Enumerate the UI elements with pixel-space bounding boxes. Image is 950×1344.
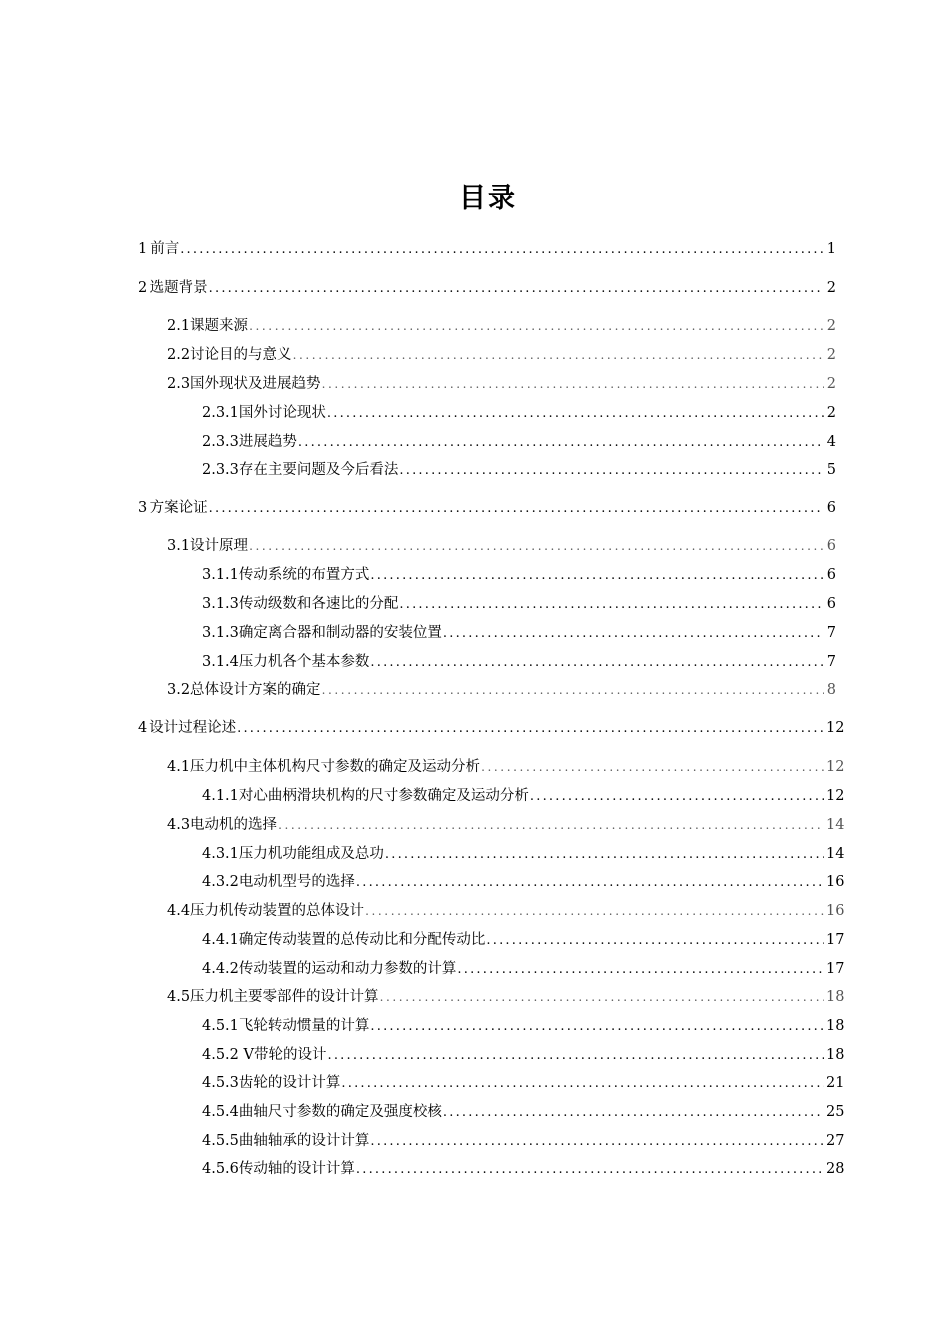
toc-entry-title: 3.2总体设计方案的确定 (167, 682, 321, 698)
toc-entry-page-number: 5 (826, 462, 836, 478)
toc-entry-page-number: 14 (826, 846, 845, 862)
toc-entry-title: 2.1课题来源 (167, 318, 249, 334)
toc-entry[interactable] (138, 717, 845, 739)
toc-entry-page-number: 17 (826, 961, 845, 977)
toc-entry[interactable] (202, 622, 836, 644)
toc-dot-leader (322, 679, 824, 701)
toc-entry-page-number: 2 (826, 318, 836, 334)
toc-entry[interactable] (202, 459, 836, 481)
toc-entry[interactable] (202, 958, 845, 980)
page-title: 目录 (459, 183, 517, 214)
toc-entry-title: 4.3电动机的选择 (167, 817, 278, 833)
toc-entry[interactable] (167, 900, 845, 922)
toc-entry-title: 2.3.3进展趋势 (202, 434, 297, 450)
toc-dot-leader (399, 460, 824, 482)
toc-entry[interactable] (202, 1015, 845, 1037)
toc-dot-leader (457, 959, 824, 981)
toc-entry-page-number: 2 (826, 405, 836, 421)
toc-entry[interactable] (202, 929, 845, 951)
toc-entry-number: 1 (138, 241, 148, 257)
toc-entry-title: 4.4.1确定传动装置的总传动比和分配传动比 (202, 932, 486, 948)
toc-entry-title: 4.1压力机中主体机构尺寸参数的确定及运动分析 (167, 759, 481, 775)
toc-entry-page-number: 2 (826, 376, 836, 392)
toc-entry[interactable] (202, 564, 836, 586)
toc-dot-leader (180, 239, 824, 261)
toc-entry-title: 前言 (150, 241, 180, 257)
toc-dot-leader (399, 594, 824, 616)
toc-dot-leader (293, 344, 824, 366)
toc-entry[interactable] (202, 593, 836, 615)
toc-entry-number: 3 (138, 500, 148, 516)
toc-entry[interactable] (202, 402, 836, 424)
toc-entry-page-number: 17 (826, 932, 845, 948)
toc-dot-leader (385, 844, 824, 866)
toc-entry-title: 2.3.1国外讨论现状 (202, 405, 326, 421)
toc-entry-page-number: 8 (826, 682, 836, 698)
toc-entry[interactable] (202, 651, 836, 673)
toc-entry[interactable] (202, 1072, 845, 1094)
toc-entry-page-number: 6 (826, 596, 836, 612)
toc-entry-title: 4.5.1飞轮转动惯量的计算 (202, 1018, 370, 1034)
toc-dot-leader (370, 1131, 824, 1153)
toc-dot-leader (356, 872, 824, 894)
toc-dot-leader (370, 565, 824, 587)
toc-entry-page-number: 16 (826, 903, 845, 919)
toc-entry[interactable] (167, 679, 836, 701)
toc-entry-page-number: 4 (826, 434, 836, 450)
toc-entry-page-number: 6 (826, 567, 836, 583)
toc-dot-leader (209, 498, 824, 520)
toc-entry[interactable] (167, 315, 836, 337)
toc-entry-page-number: 27 (826, 1133, 845, 1149)
toc-entry[interactable] (202, 1101, 845, 1123)
toc-entry-page-number: 14 (826, 817, 845, 833)
toc-dot-leader (278, 814, 824, 836)
toc-entry-page-number: 2 (826, 347, 836, 363)
toc-entry[interactable] (138, 277, 836, 299)
toc-dot-leader (443, 1102, 824, 1124)
toc-entry-title: 4.1.1对心曲柄滑块机构的尺寸参数确定及运动分析 (202, 788, 529, 804)
toc-dot-leader (481, 756, 824, 778)
toc-entry-page-number: 28 (826, 1161, 845, 1177)
toc-dot-leader (341, 1073, 824, 1095)
toc-entry[interactable] (202, 843, 845, 865)
toc-entry-page-number: 12 (826, 720, 845, 736)
toc-dot-leader (209, 278, 824, 300)
toc-dot-leader (380, 986, 824, 1008)
toc-entry-title: 4.4压力机传动装置的总体设计 (167, 903, 365, 919)
toc-dot-leader (249, 315, 824, 337)
toc-entry[interactable] (202, 871, 845, 893)
toc-entry[interactable] (138, 238, 836, 260)
toc-entry-number: 4 (138, 720, 148, 736)
toc-dot-leader (327, 1045, 824, 1067)
toc-entry-title: 4.5压力机主要零部件的设计计算 (167, 989, 379, 1005)
toc-entry[interactable] (167, 535, 836, 557)
toc-entry-title: 方案论证 (149, 500, 208, 516)
toc-entry[interactable] (202, 1044, 845, 1066)
toc-entry-title: 4.5.2 V带轮的设计 (202, 1047, 327, 1063)
toc-dot-leader (356, 1159, 824, 1181)
toc-entry-page-number: 7 (826, 654, 836, 670)
toc-entry-page-number: 6 (826, 500, 836, 516)
toc-entry[interactable] (202, 431, 836, 453)
toc-entry-page-number: 7 (826, 625, 836, 641)
toc-entry[interactable] (202, 1158, 845, 1180)
toc-entry-title: 3.1.3传动级数和各速比的分配 (202, 596, 399, 612)
toc-dot-leader (370, 1016, 824, 1038)
toc-entry-title: 3.1.1传动系统的布置方式 (202, 567, 370, 583)
toc-entry-page-number: 6 (826, 538, 836, 554)
toc-entry[interactable] (202, 785, 845, 807)
toc-entry-title: 2.2讨论目的与意义 (167, 347, 292, 363)
toc-dot-leader (365, 900, 824, 922)
toc-entry-title: 3.1.4压力机各个基本参数 (202, 654, 370, 670)
toc-entry-title: 4.5.5曲轴轴承的设计计算 (202, 1133, 370, 1149)
toc-entry-title: 4.5.4曲轴尺寸参数的确定及强度校核 (202, 1104, 442, 1120)
toc-entry-title: 3.1设计原理 (167, 538, 249, 554)
toc-entry[interactable] (138, 497, 836, 519)
toc-entry-title: 4.5.6传动轴的设计计算 (202, 1161, 355, 1177)
toc-entry-title: 3.1.3确定离合器和制动器的安装位置 (202, 625, 442, 641)
toc-dot-leader (370, 652, 824, 674)
toc-entry-page-number: 25 (826, 1104, 845, 1120)
toc-entry[interactable] (167, 814, 845, 836)
toc-entry-page-number: 12 (826, 759, 845, 775)
toc-entry-title: 设计过程论述 (149, 720, 237, 736)
toc-entry-title: 选题背景 (149, 280, 208, 296)
toc-dot-leader (298, 432, 824, 454)
toc-entry-page-number: 21 (826, 1075, 845, 1091)
toc-dot-leader (486, 930, 824, 952)
toc-entry-page-number: 16 (826, 874, 845, 890)
toc-entry-page-number: 18 (826, 1047, 845, 1063)
toc-entry[interactable] (167, 986, 845, 1008)
toc-dot-leader (237, 718, 824, 740)
toc-entry-title: 4.3.1压力机功能组成及总功 (202, 846, 384, 862)
toc-dot-leader (443, 623, 824, 645)
toc-entry[interactable] (202, 1130, 845, 1152)
toc-entry-page-number: 1 (826, 241, 836, 257)
toc-dot-leader (322, 373, 824, 395)
toc-dot-leader (530, 786, 824, 808)
toc-entry-title: 4.3.2电动机型号的选择 (202, 874, 355, 890)
toc-entry-title: 4.5.3齿轮的设计计算 (202, 1075, 341, 1091)
toc-dot-leader (249, 535, 824, 557)
toc-entry-page-number: 18 (826, 1018, 845, 1034)
toc-dot-leader (327, 403, 824, 425)
toc-entry[interactable] (167, 373, 836, 395)
toc-entry-page-number: 12 (826, 788, 845, 804)
toc-entry-title: 4.4.2传动装置的运动和动力参数的计算 (202, 961, 457, 977)
toc-entry[interactable] (167, 756, 845, 778)
toc-entry[interactable] (167, 344, 836, 366)
toc-entry-page-number: 18 (826, 989, 845, 1005)
toc-entry-page-number: 2 (826, 280, 836, 296)
toc-entry-title: 2.3.3存在主要问题及今后看法 (202, 462, 399, 478)
toc-entry-title: 2.3国外现状及进展趋势 (167, 376, 321, 392)
toc-entry-number: 2 (138, 280, 148, 296)
